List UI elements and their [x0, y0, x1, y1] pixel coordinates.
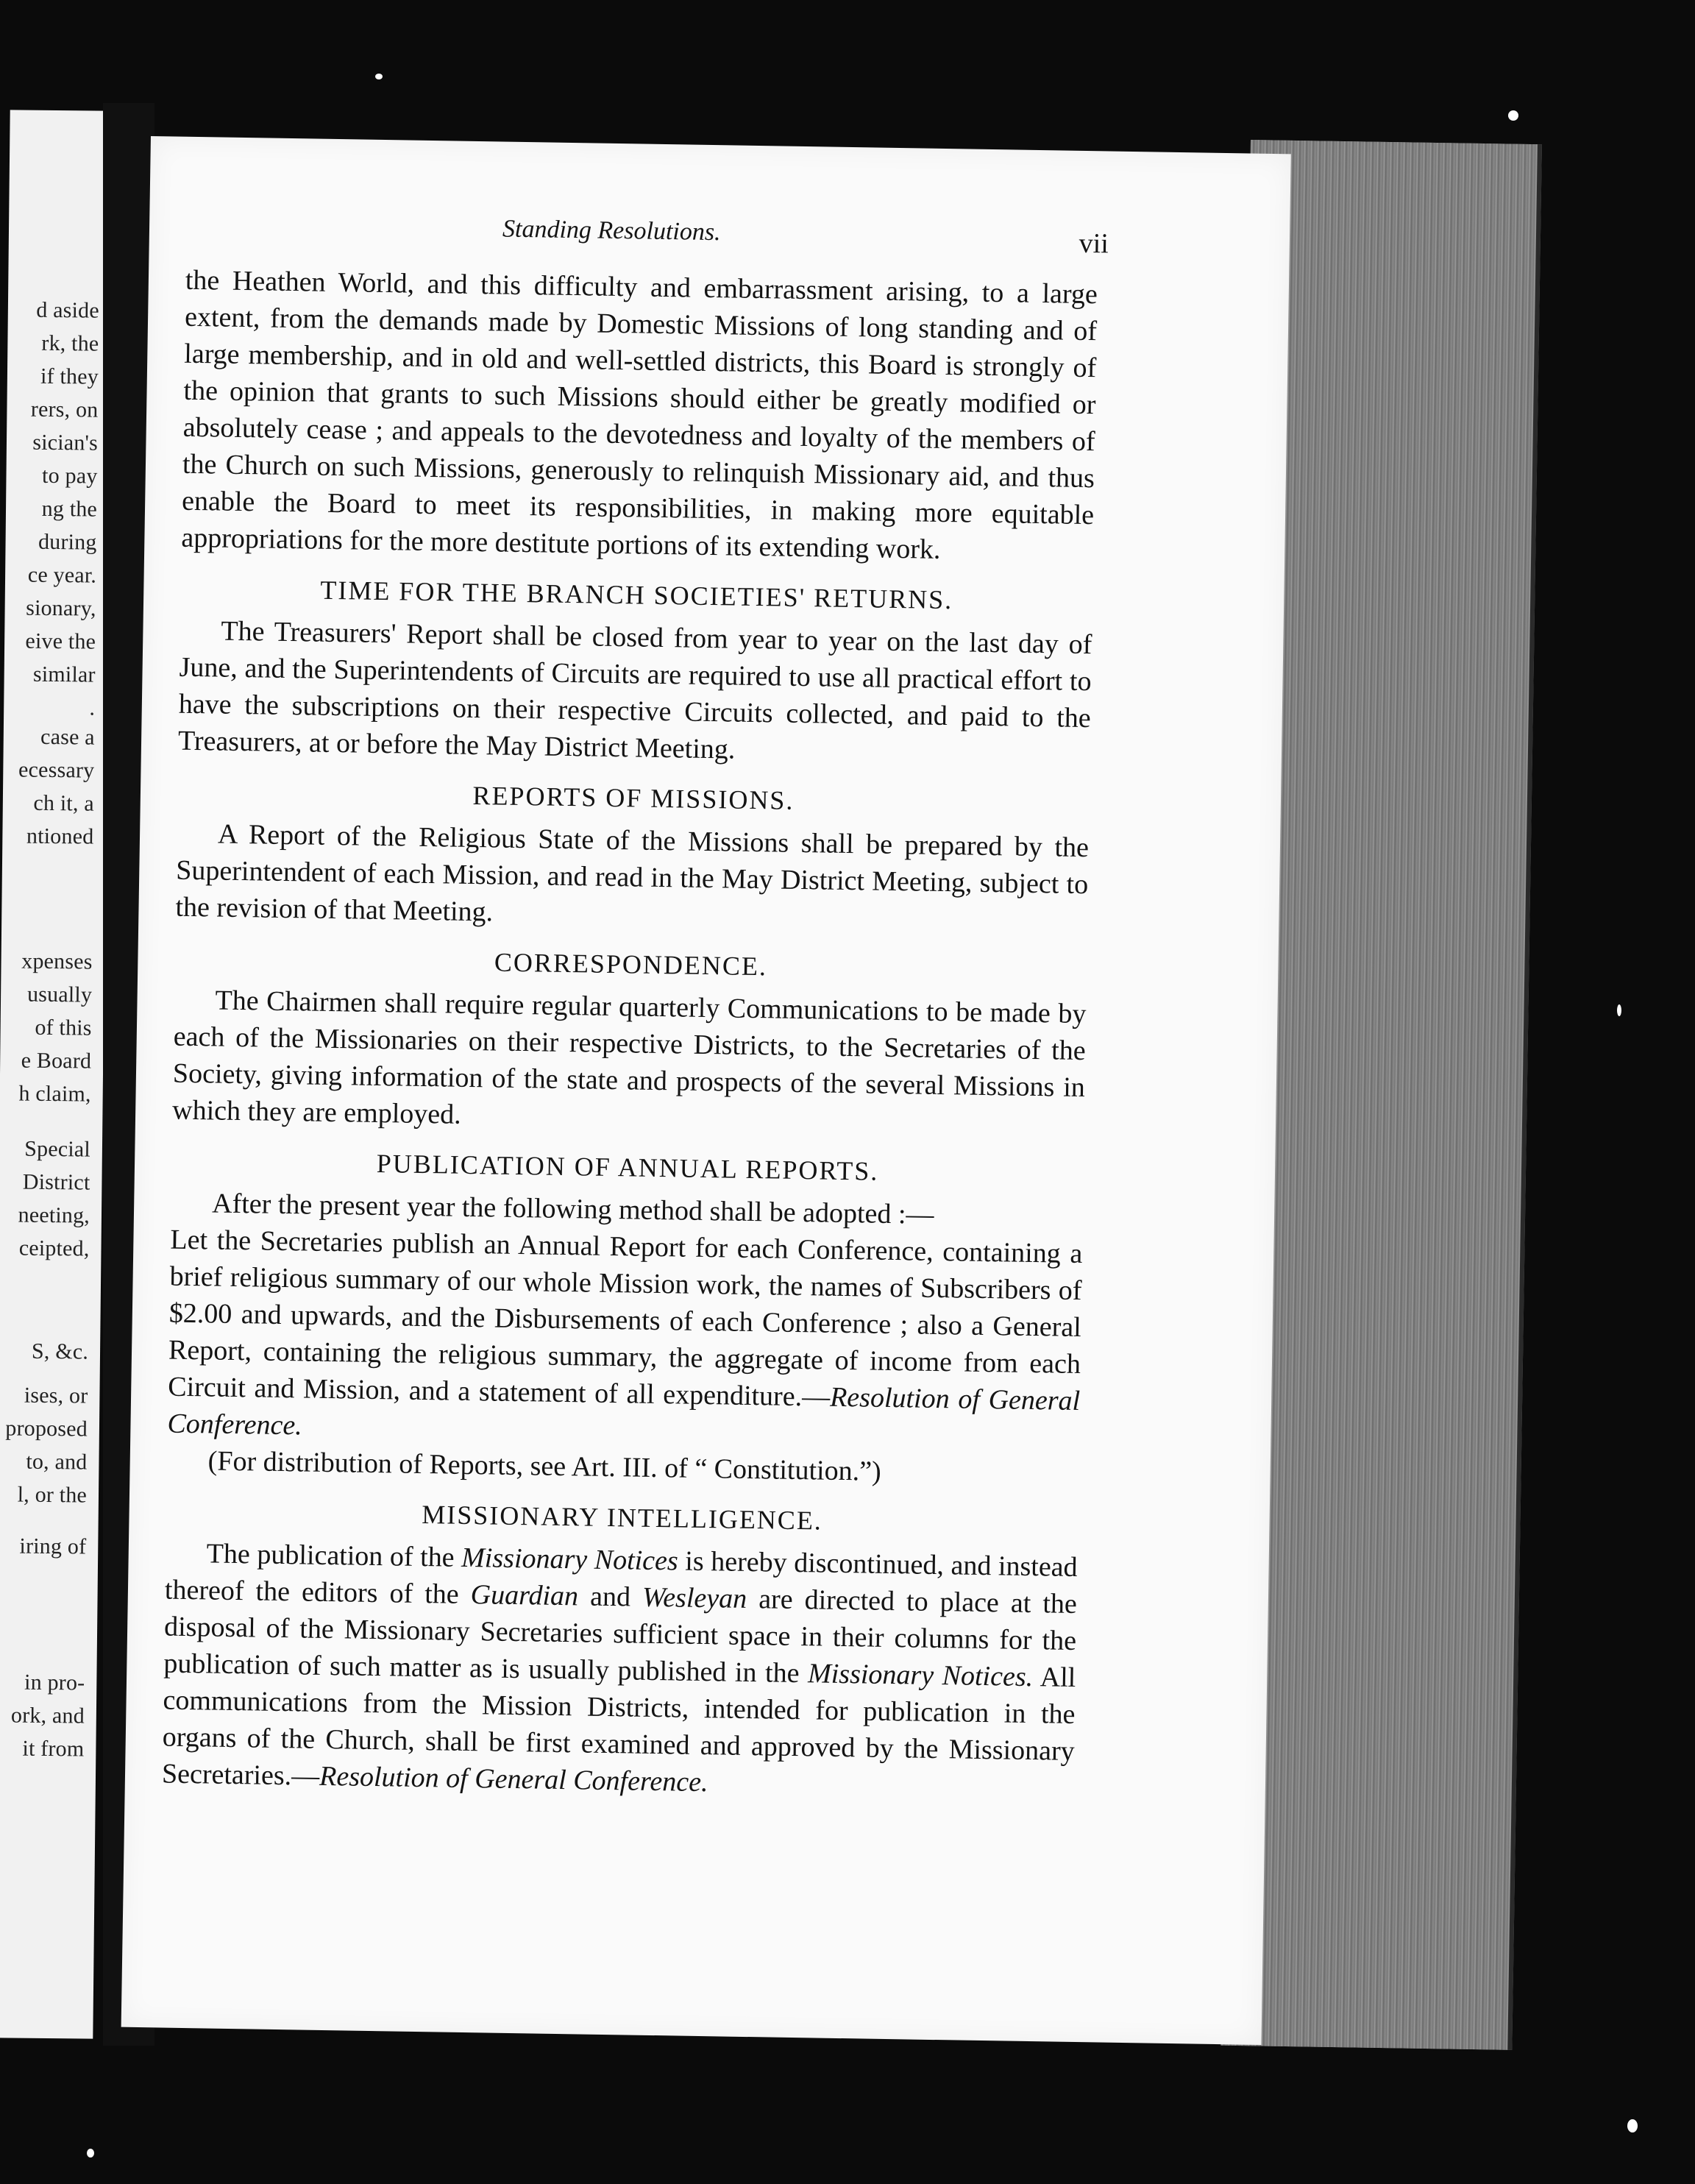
facing-page-line: h claim,	[18, 1081, 91, 1107]
facing-page-line: of this	[35, 1015, 92, 1040]
facing-page-line: case a	[40, 724, 95, 750]
book-page	[121, 136, 1291, 2045]
facing-page-line: proposed	[5, 1416, 88, 1442]
publication-intro: After the present year the following method shall be adopted :—	[211, 1188, 934, 1230]
intelligence-text-2: is hereby discontinued, and instead thereof the editors of the	[164, 1545, 1078, 1611]
facing-page	[0, 110, 113, 2038]
running-title: Standing Resolutions.	[502, 215, 721, 247]
facing-page-line: S, &c.	[31, 1339, 89, 1364]
facing-page-line: ecessary	[18, 757, 95, 783]
intelligence-wesleyan: Wesleyan	[642, 1581, 747, 1614]
facing-page-line: ch it, a	[33, 790, 95, 816]
returns-heading: TIME FOR THE BRANCH SOCIETIES' RETURNS.	[320, 575, 953, 615]
facing-page-line: eive the	[25, 628, 96, 654]
publication-resolution: Resolution of General Conference.	[167, 1381, 1081, 1442]
dust-speck	[1627, 2119, 1638, 2132]
dust-speck	[1617, 1004, 1621, 1016]
publication-heading: PUBLICATION OF ANNUAL REPORTS.	[376, 1148, 879, 1186]
facing-page-line: District	[22, 1169, 90, 1195]
page-number: vii	[1079, 227, 1109, 260]
reports-paragraph: A Report of the Religious State of the Missions shall be prepared by the Superintendent of each Mission, and read in the May District Meeting, subject to the revision of that Meeting.	[175, 818, 1090, 928]
facing-page-line: .	[89, 695, 96, 720]
intelligence-text-3: and	[578, 1581, 643, 1613]
dust-speck	[1508, 110, 1518, 121]
facing-page-line: ntioned	[26, 823, 94, 849]
facing-page-line: ceipted,	[18, 1235, 90, 1261]
facing-page-line: neeting,	[18, 1202, 90, 1228]
correspondence-heading: CORRESPONDENCE.	[494, 947, 768, 982]
intelligence-notices: Missionary Notices	[461, 1542, 679, 1577]
facing-page-line: rk, the	[41, 330, 99, 356]
facing-page-line: in pro-	[24, 1670, 85, 1695]
reports-heading: REPORTS OF MISSIONS.	[472, 780, 795, 815]
facing-page-line: during	[38, 529, 97, 555]
facing-page-line: to, and	[26, 1449, 88, 1475]
facing-page-line: Special	[24, 1136, 91, 1162]
facing-page-line: to pay	[41, 463, 98, 489]
facing-page-line: ises, or	[24, 1383, 88, 1408]
publication-text: Let the Secretaries publish an Annual Report for each Conference, containing a brief religious summary of our whole Mission work, the names of Subscribers of $2.00 and upwards, and the Disbursements of each Conference ; also a General Report, containing the religious summary, the aggregate of income from each Circuit and Mission, and a statement of all expenditure.—	[167, 1224, 1083, 1413]
facing-page-line: xpenses	[21, 949, 93, 974]
facing-page-line: it from	[22, 1736, 85, 1762]
intelligence-text-1: The publication of the	[206, 1538, 462, 1573]
facing-page-line: usually	[26, 982, 93, 1007]
dust-speck	[87, 2149, 94, 2158]
intelligence-guardian: Guardian	[470, 1579, 579, 1612]
facing-page-line: ork, and	[10, 1703, 85, 1729]
correspondence-paragraph: The Chairmen shall require regular quarterly Communications to be made by each of the Missionaries on their respective Districts, to the Secretaries of the Society, giving information of the state and prospects of the several Missions in which they are employed.	[171, 985, 1087, 1130]
facing-page-line: d aside	[36, 297, 100, 323]
facing-page-line: similar	[32, 662, 96, 687]
returns-paragraph: The Treasurers' Report shall be closed from year to year on the last day of June, and the Superintendents of Circuits are required to use all practical effort to have the subscriptions on their respective Circuits collected, and paid to the Treasurers, at or before the May District Meeting.	[177, 615, 1092, 765]
facing-page-line: sician's	[32, 430, 99, 455]
facing-page-line: e Board	[21, 1048, 92, 1074]
intelligence-text-4: are directed to place at the disposal of the Missionary Secretaries sufficient space in their columns for the publication of such matter as is usually published in the	[163, 1583, 1078, 1690]
intro-paragraph: the Heathen World, and this difficulty and embarrassment arising, to a large extent, from the demands made by Domestic Missions of long standing and of large membership, and in old and well-settled districts, this Board is strongly of the opinion that grants to such Missions should either be greatly modified or absolutely cease ; and appeals to the devotedness and loyalty of the members of the Church on such Missions, generously to relinquish Missionary aid, and thus enable the Board to meet its responsibilities, in making more equitable appropriations for the more destitute portions of its extending work.	[181, 264, 1098, 565]
facing-page-line: ng the	[41, 496, 98, 522]
publication-note: (For distribution of Reports, see Art. III. of “ Constitution.”)	[207, 1445, 881, 1487]
running-head	[185, 210, 1109, 269]
intelligence-text-5: All communications from the Mission Districts, intended for publication in the organs of the Church, shall be first examined and approved by the Missionary Secretaries.—	[161, 1662, 1076, 1792]
intelligence-resolution: Resolution of General Conference.	[319, 1760, 708, 1798]
facing-page-line: iring of	[19, 1534, 87, 1559]
facing-page-line: l, or the	[17, 1482, 88, 1508]
facing-page-line: if they	[40, 364, 99, 389]
dust-speck	[375, 74, 383, 79]
page-content	[161, 210, 1109, 1807]
intelligence-paragraph	[162, 1535, 1078, 1807]
intelligence-heading: MISSIONARY INTELLIGENCE.	[421, 1500, 823, 1536]
publication-paragraph	[167, 1222, 1083, 1456]
facing-page-line: ce year.	[27, 562, 97, 588]
facing-page-line: rers, on	[30, 397, 99, 422]
intelligence-notices-2: Missionary Notices.	[807, 1658, 1034, 1693]
facing-page-line: sionary,	[25, 595, 96, 621]
